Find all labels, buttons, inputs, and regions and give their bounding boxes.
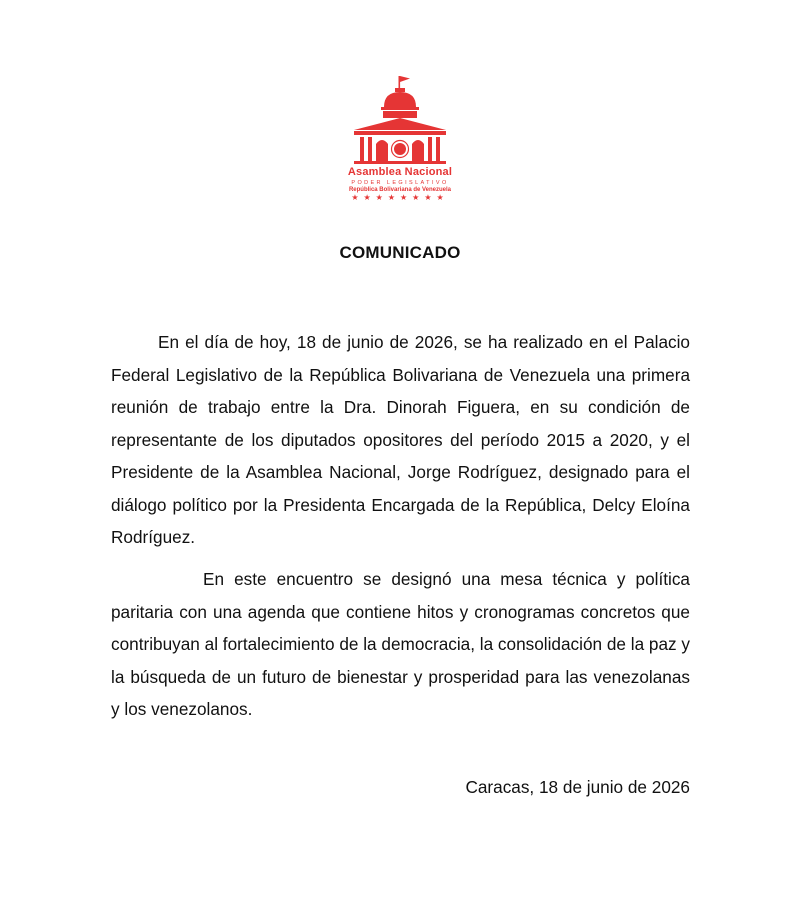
logo-republic: República Bolivariana de Venezuela: [348, 187, 452, 193]
closing-place-date: Caracas, 18 de junio de 2026: [465, 777, 690, 797]
body-paragraph-1: En el día de hoy, 18 de junio de 2026, se ha realizado en el Palacio Federal Legislativo de la República Bolivariana de Venezuela una primera reunión de trabajo entre la Dra. Dinorah Figuera, en su condición de representante de los diputados opositores del período 2015 a 2020, y el Presidente de la Asamblea Nacional, Jorge Rodríguez, designado para el diálogo político por la Presidenta Encargada de la República, Delcy Eloína Rodríguez.: [111, 332, 690, 547]
document-title: COMUNICADO: [339, 243, 461, 262]
logo-institution-name: Asamblea Nacional: [347, 166, 453, 178]
logo-subtitle: PODER LEGISLATIVO: [351, 180, 449, 186]
logo-stars: ★★★★★★★★: [351, 193, 449, 202]
body-paragraph-2: En este encuentro se designó una mesa técnica y política paritaria con una agenda que contiene hitos y cronogramas concretos que contribuyan al fortalecimiento de la democracia, la consolidación de la paz y la búsqueda de un futuro de bienestar y prosperidad para las venezolanas y los venezolanos.: [111, 569, 690, 719]
